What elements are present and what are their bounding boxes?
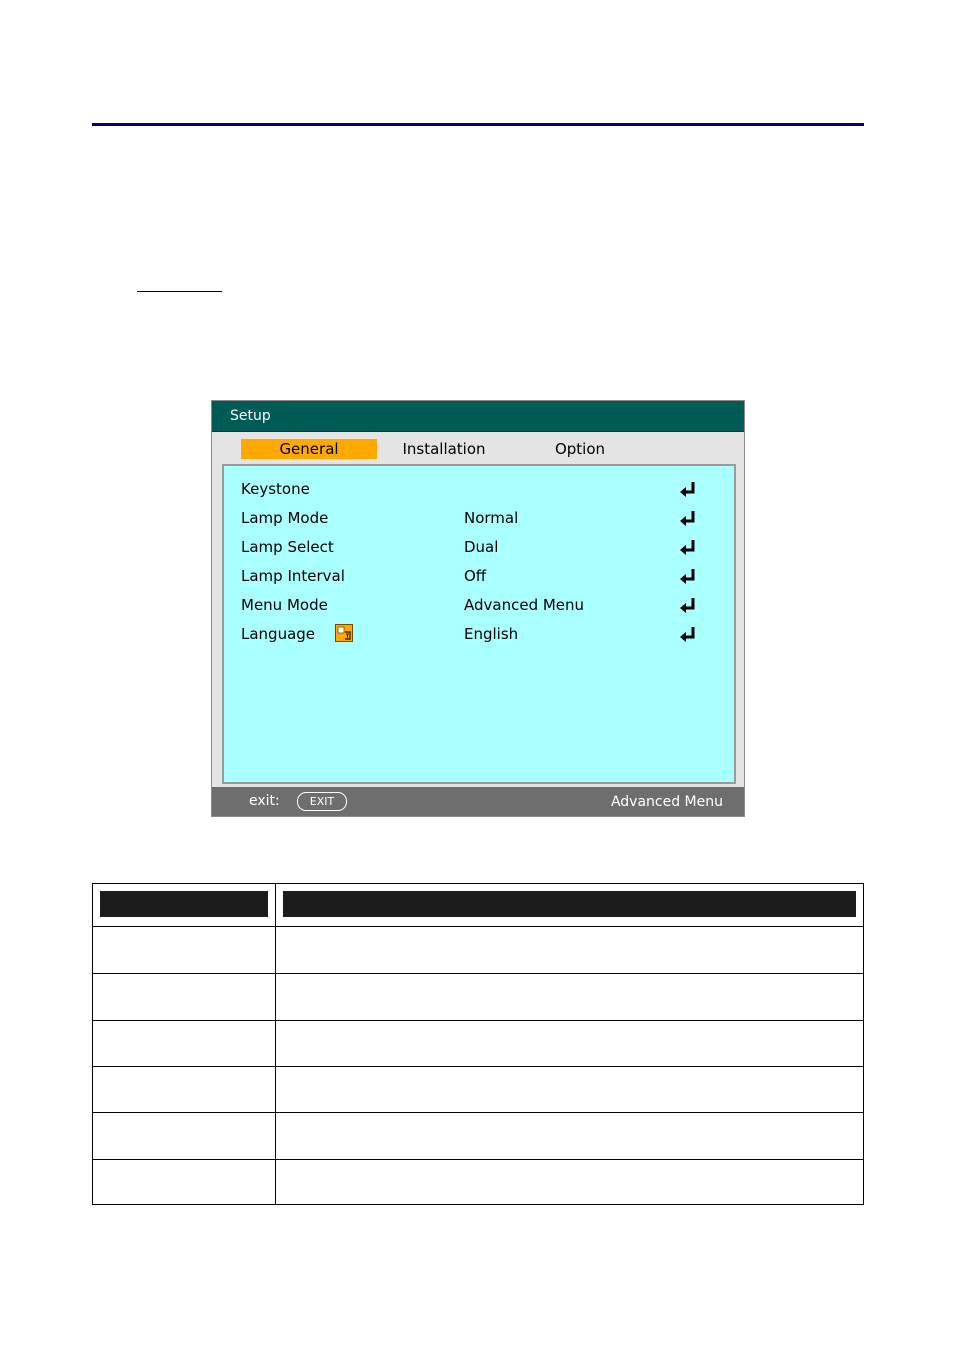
- exit-label: exit:: [249, 793, 280, 809]
- osd-title-bar: [212, 401, 744, 432]
- menu-item-value: English: [464, 625, 519, 643]
- menu-item-value: Normal: [464, 509, 519, 527]
- exit-key-button[interactable]: EXIT: [297, 792, 347, 811]
- settings-description-table: [92, 883, 864, 1205]
- menu-item-label: Lamp Mode: [241, 509, 329, 527]
- menu-item-lamp-select[interactable]: [224, 534, 734, 560]
- menu-item-value: Off: [464, 567, 487, 585]
- footer-menu-mode: Advanced Menu: [610, 794, 723, 810]
- menu-item-label: Lamp Interval: [241, 567, 345, 585]
- table-row: [93, 974, 863, 1021]
- enter-return-icon[interactable]: [678, 538, 698, 556]
- menu-item-keystone[interactable]: [224, 476, 734, 502]
- enter-return-icon[interactable]: [678, 596, 698, 614]
- language-icon: [335, 624, 353, 642]
- table-header: [93, 884, 863, 927]
- enter-return-icon[interactable]: [678, 480, 698, 498]
- osd-footer-bar: [212, 787, 744, 816]
- menu-item-label: Language: [241, 625, 316, 643]
- menu-item-lamp-interval[interactable]: [224, 563, 734, 589]
- setup-osd-menu: [211, 400, 745, 817]
- page-header-rule: [92, 123, 864, 126]
- enter-return-icon[interactable]: [678, 509, 698, 527]
- menu-item-value: Advanced Menu: [464, 596, 585, 614]
- menu-item-label: Keystone: [241, 480, 310, 498]
- menu-item-lamp-mode[interactable]: [224, 505, 734, 531]
- underlined-heading-mark: [137, 291, 222, 292]
- enter-return-icon[interactable]: [678, 625, 698, 643]
- tab-option[interactable]: Option: [554, 440, 606, 458]
- table-row: [93, 1160, 863, 1206]
- menu-item-language[interactable]: [224, 621, 734, 647]
- table-row: [93, 927, 863, 974]
- table-row: [93, 1113, 863, 1160]
- table-header-description: [283, 891, 856, 917]
- osd-title: Setup: [230, 408, 271, 424]
- enter-return-icon[interactable]: [678, 567, 698, 585]
- menu-item-value: Dual: [464, 538, 499, 556]
- menu-item-menu-mode[interactable]: [224, 592, 734, 618]
- menu-item-label: Lamp Select: [241, 538, 334, 556]
- menu-item-label: Menu Mode: [241, 596, 328, 614]
- table-header-item: [100, 891, 268, 917]
- tab-installation[interactable]: Installation: [402, 440, 486, 458]
- table-row: [93, 1066, 863, 1113]
- tab-general[interactable]: General: [241, 439, 377, 459]
- osd-settings-panel: [222, 464, 736, 784]
- table-row: [93, 1020, 863, 1067]
